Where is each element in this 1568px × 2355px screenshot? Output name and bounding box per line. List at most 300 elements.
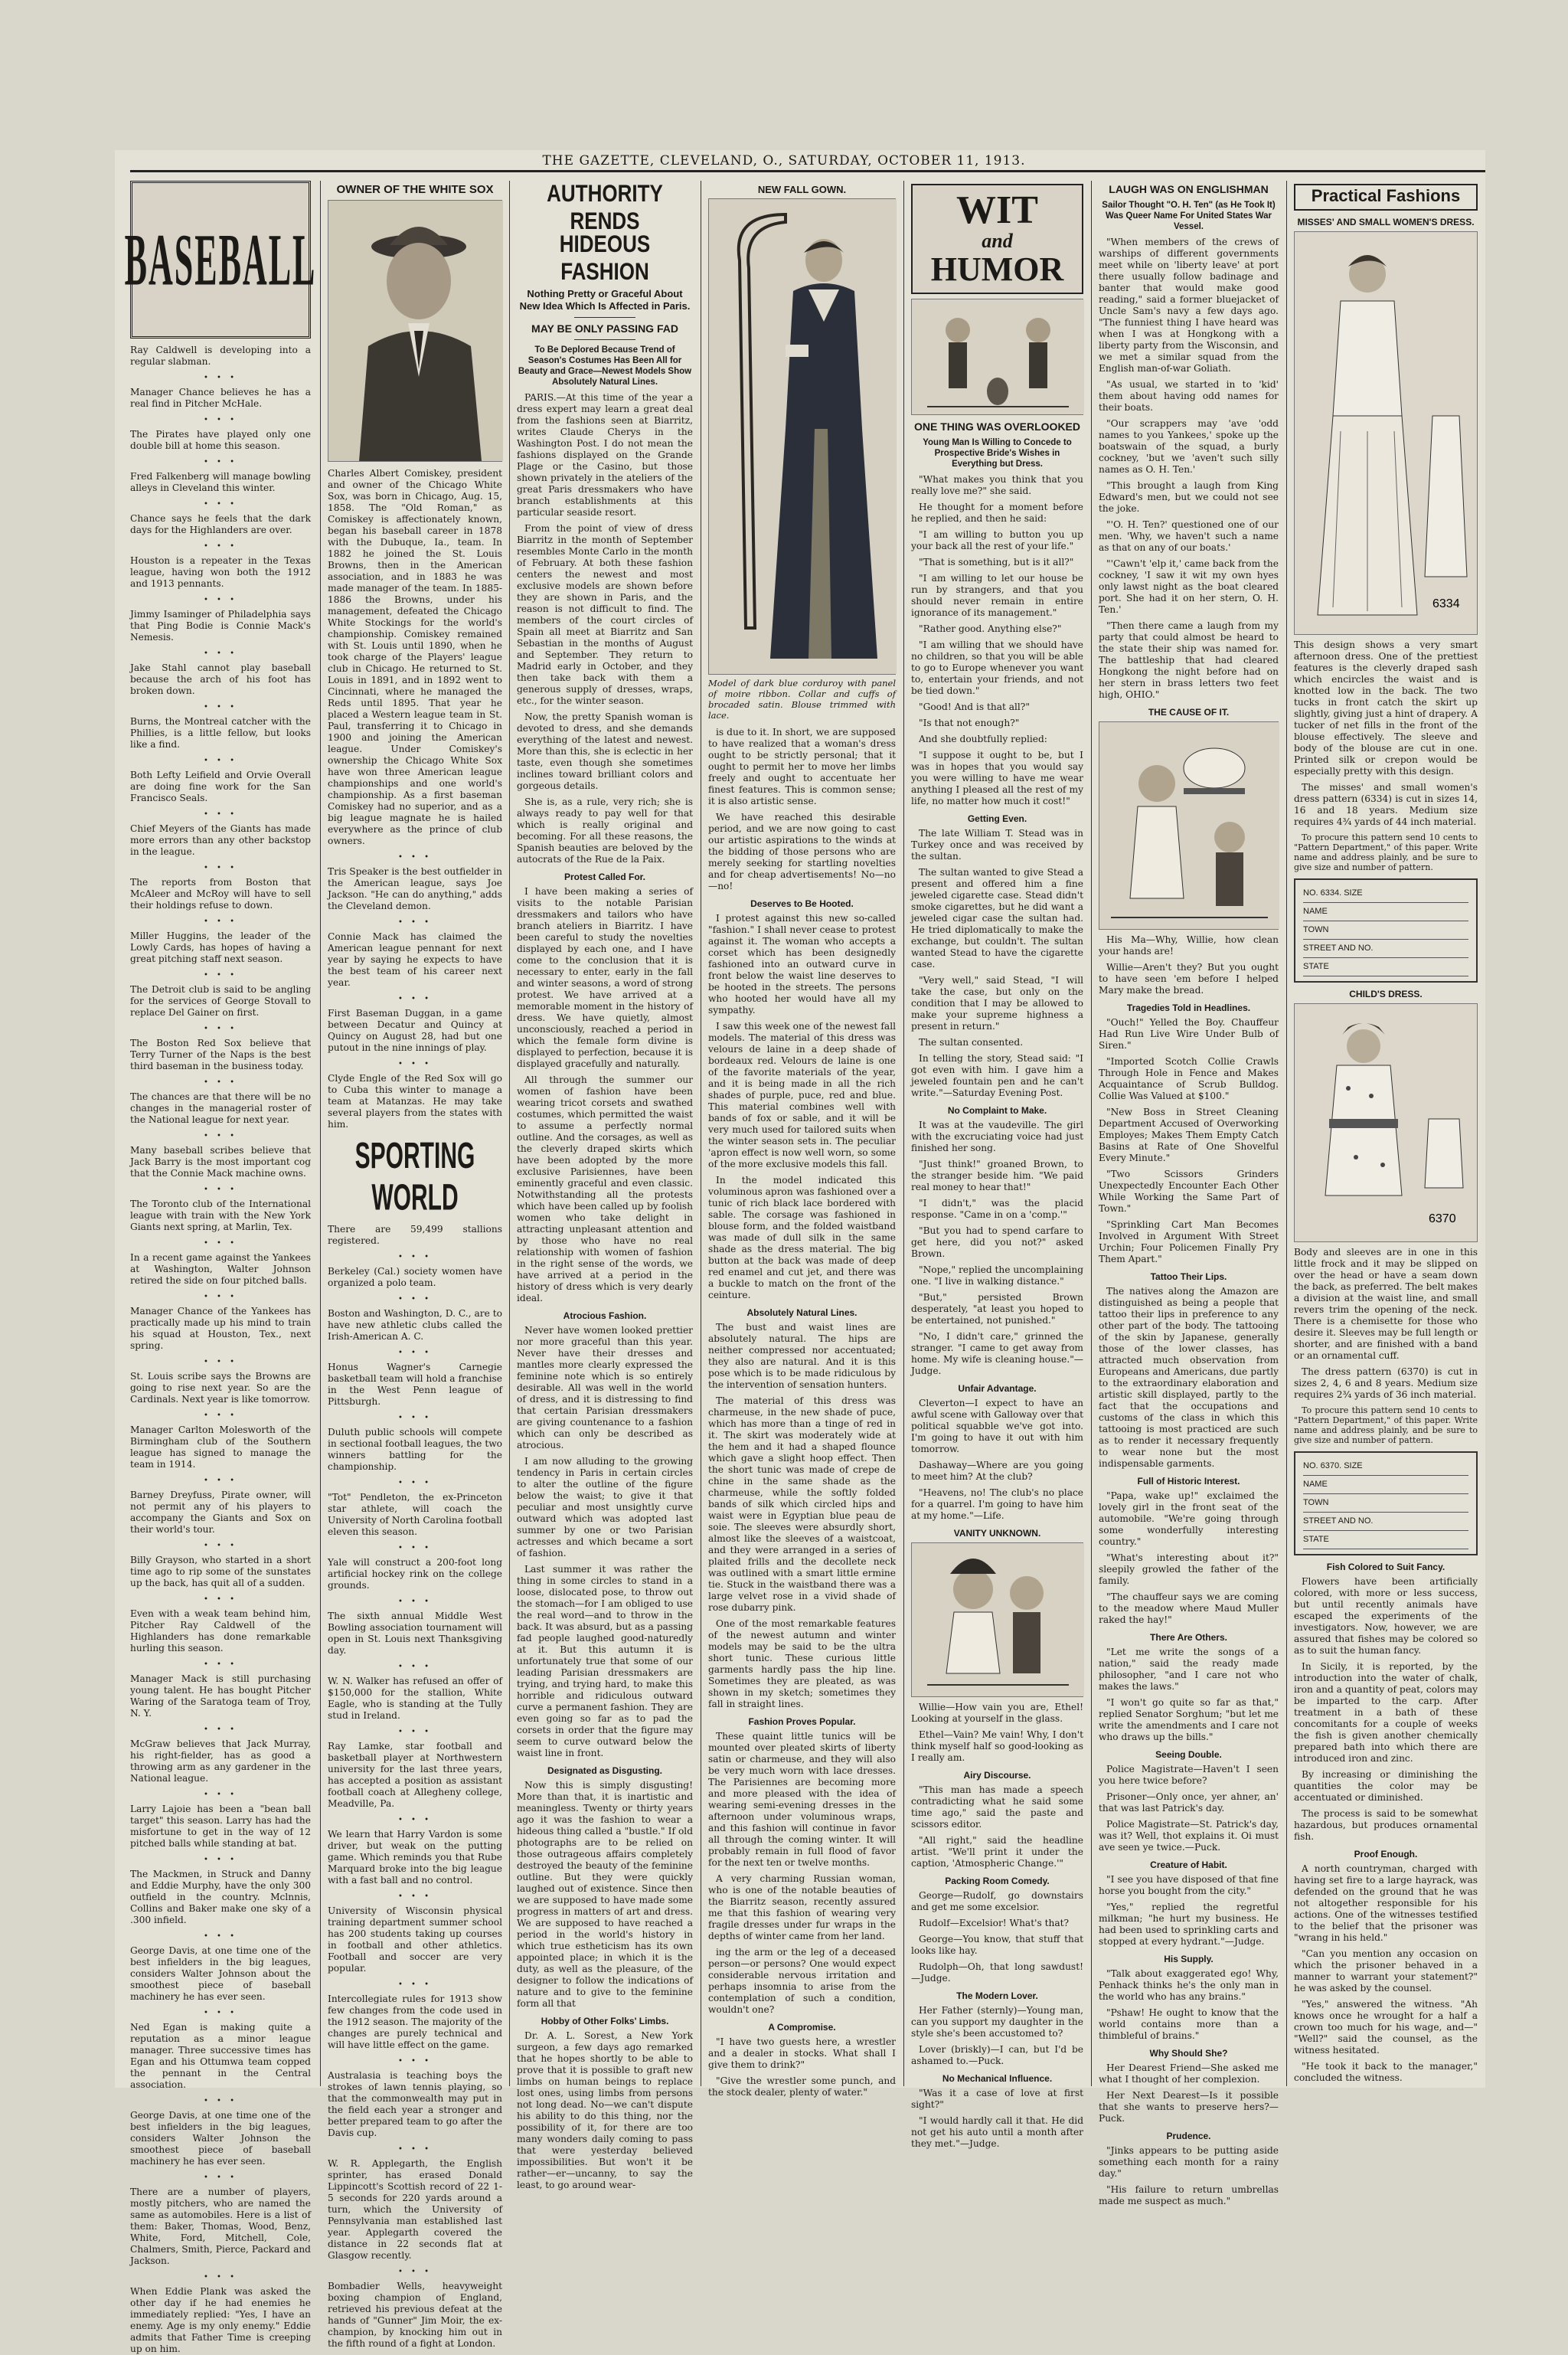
column-wit-humor bbox=[911, 181, 1084, 2149]
sporting-note: Ray Lamke, star football and basketball player at Northwestern university for the last three years, has accepted a position as assistant football coach at Allegheny college, Meadville, Pa. bbox=[328, 1741, 502, 1809]
baseball-note: George Davis, at one time one of the best infielders in the big leagues, considers Walter Johnson about the smoothest piece of baseball machinery he has ever seen. bbox=[130, 1945, 311, 2002]
item-separator: • • • bbox=[203, 2273, 238, 2281]
wit-paragraph: "That is something, but is it all?" bbox=[919, 557, 1074, 567]
misses-dress-figure bbox=[1295, 232, 1478, 634]
cartoon-figures bbox=[912, 299, 1084, 414]
baseball-note: There are a number of players, mostly pitchers, who are named the same as automobiles. Here is a list of them: Baker, Thomas, Wood, Benz, White, Ford, Mitchell, Cole, Chalmers, Smith, Pierce, Packard and Jackson. bbox=[130, 2187, 311, 2266]
item-separator: • • • bbox=[397, 853, 433, 862]
laugh-paragraph: "This brought a laugh from King Edward's men, but we could not see the joke. bbox=[1099, 480, 1279, 514]
fall-gown-heading: NEW FALL GOWN. bbox=[757, 184, 847, 195]
gown-paragraph: These quaint little tunics will be mounted over pleated skirts of liberty satin or charmeuse, and they will also be very much worn with lace dresses. The Parisiennes are becoming more and more pleased with the idea of wearing semi-evening dresses in the afternoon under voluminous wraps, and this fashion will continue in favor all through the coming winter. It will probably remain in full flood of favor for the next ten or twelve months. bbox=[708, 1731, 896, 1868]
cause-paragraph: His Ma—Why, Willie, how clean your hands are! bbox=[1099, 934, 1279, 957]
fashion-paragraph: PARIS.—At this time of the year a dress expert may learn a great deal from the fashions seen at Biarritz, writes Claude Cherys in the Washington Post. I do not mean the fashions displayed on the Grande Plage or the Casino, but those shown privately in the ateliers of the great Paris dressmakers who have branch establishments at this particular seaside resort. bbox=[517, 392, 693, 518]
laugh-paragraph: "When members of the crews of warships of different governments meet while on 'liberty leave' at port there usually follow badinage and banter that would make good reading," said a former bluejacket of Uncle Sam's navy a few days ago. "The funniest thing I have heard was when I was at Hongkong with a liberty party from the Wisconsin, and we met a similar squad from the English man-of-war Goliath. bbox=[1099, 237, 1279, 374]
misses-dress-desc: This design shows a very smart afternoon dress. One of the prettiest features is the cleverly draped sash which encircles the waist and is knotted low in the back. The two tucks in front catch the skirt up slightly, giving just a hint of drapery. A tucker of net fills in the front of the blouse effectively. The sleeve and body of the blouse are cut in one. Printed silk or crepon would be especially pretty with this design. bbox=[1294, 639, 1478, 777]
fashion-subhead: Hobby of Other Folks' Limbs. bbox=[541, 2016, 669, 2026]
column-fashion-article bbox=[517, 179, 693, 2190]
gown-paragraph: ing the arm or the leg of a deceased person—or persons? One would expect considerable nervous irritation and perhaps insomnia to arise from the contemplation of such a condition, wouldn't one? bbox=[708, 1947, 896, 2015]
item-separator: • • • bbox=[397, 1414, 433, 1422]
sporting-note: We learn that Harry Vardon is some driver, but weak on the putting game. Which reminds you that Rube Marquard broke into the big league with a fast ball and no control. bbox=[328, 1829, 502, 1886]
item-separator: • • • bbox=[203, 1025, 238, 1033]
item-separator: • • • bbox=[397, 1816, 433, 1824]
wit-paragraph: "Heavens, no! The club's no place for a quarrel. I'm going to have him at my home."—Life. bbox=[911, 1487, 1083, 1521]
gown-paragraph: "Give the wrestler some punch, and the stock dealer, plenty of water." bbox=[708, 2075, 896, 2098]
column-divider bbox=[1286, 181, 1287, 2086]
fish-p1: Flowers have been artificially colored, with more or less success, but until recently animals have escaped the experiments of the investigators. Now, however, we are assured that fishes may be colored so as to suit the human fancy. bbox=[1294, 1576, 1478, 1656]
item-separator: • • • bbox=[397, 2057, 433, 2066]
proof-p4: "He took it back to the manager," concluded the witness. bbox=[1294, 2061, 1478, 2083]
column-divider bbox=[1091, 181, 1092, 2086]
item-separator: • • • bbox=[397, 1479, 433, 1487]
item-separator: • • • bbox=[397, 1980, 433, 1989]
item-separator: • • • bbox=[203, 810, 238, 819]
proof-p1: A north countryman, charged with having set fire to a large hayrack, was defended on the ground that he was not altogether responsible for his actions. One of the witnesses testified to the belief that the prisoner was "wrang in his held." bbox=[1294, 1863, 1478, 1943]
laugh-paragraph: Prisoner—Only once, yer ahner, an' that was last Patrick's day. bbox=[1099, 1791, 1279, 1814]
sporting-note: W. N. Walker has refused an offer of $150,000 for the stallion, White Eagle, who is standing at the Tully stud in Ireland. bbox=[328, 1676, 502, 1721]
laugh-paragraph: "Two Scissors Grinders Unexpectedly Encounter Each Other While Working the Same Part of Town." bbox=[1099, 1169, 1279, 1214]
wit-deck: Young Man Is Willing to Concede to Prospective Bride's Wishes in Everything but Dress. bbox=[923, 438, 1072, 469]
fashion-paragraph: She is, as a rule, very rich; she is always ready to pay well for that which is really original and becoming. For all these reasons, the Spanish beauties are beloved by the autocrats of the Rue de la Paix. bbox=[517, 796, 693, 865]
wit-paragraph: "Was it a case of love at first sight?" bbox=[911, 2088, 1083, 2110]
wit-subhead: No Mechanical Influence. bbox=[942, 2073, 1053, 2084]
fashion-deck-2: MAY BE ONLY PASSING FAD bbox=[531, 322, 678, 335]
sporting-world-masthead bbox=[328, 1138, 502, 1218]
cause-of-it-figures bbox=[1099, 722, 1279, 929]
column-white-sox bbox=[328, 181, 502, 2349]
baseball-note: The reports from Boston that McAleer and McRoy will have to sell their holdings refuse to down. bbox=[130, 877, 311, 911]
item-separator: • • • bbox=[397, 918, 433, 927]
laugh-heading: LAUGH WAS ON ENGLISHMAN bbox=[1109, 183, 1269, 195]
item-separator: • • • bbox=[203, 1725, 238, 1734]
cause-paragraph: Willie—Aren't they? But you ought to have seen 'em before I helped Mary make the bread. bbox=[1099, 962, 1279, 996]
item-separator: • • • bbox=[203, 2097, 238, 2105]
laugh-subhead: Tattoo Their Lips. bbox=[1150, 1271, 1227, 1282]
misses-dress-sizes: The misses' and small women's dress pattern (6334) is cut in sizes 14, 16 and 18 years. Medium size requires 4¾ yards of 44 inch material. bbox=[1294, 782, 1478, 827]
baseball-note: Many baseball scribes believe that Jack Barry is the most important cog that the Connie Mack machine owns. bbox=[130, 1145, 311, 1179]
fish-p4: The process is said to be somewhat hazardous, but produces ornamental fish. bbox=[1294, 1808, 1478, 1842]
comiskey-paragraph: Tris Speaker is the best outfielder in the American league, says Joe Jackson. "He can do anything," adds the Cleveland demon. bbox=[328, 866, 502, 911]
misses-dress-heading: MISSES' AND SMALL WOMEN'S DRESS. bbox=[1297, 217, 1475, 227]
gown-paragraph: A very charming Russian woman, who is one of the notable beauties of the Biarritz season, recently assured me that this fashion of wearing very fragile dresses under fur wraps in the depths of winter came from her land. bbox=[708, 1873, 896, 1941]
laugh-paragraph: "What's interesting about it?" sleepily growled the father of the family. bbox=[1099, 1552, 1279, 1586]
item-separator: • • • bbox=[203, 1542, 238, 1550]
misses-dress-illustration bbox=[1294, 231, 1478, 635]
fall-gown-body bbox=[708, 727, 896, 2098]
baseball-note: Even with a weak team behind him, Pitcher Ray Caldwell of the Highlanders has done remarkable hurling this season. bbox=[130, 1608, 311, 1653]
wit-paragraph: It was at the vaudeville. The girl with the excruciating voice had just finished her song. bbox=[911, 1120, 1083, 1153]
laugh-paragraph: Police Magistrate—Haven't I seen you here twice before? bbox=[1099, 1764, 1279, 1786]
item-separator: • • • bbox=[203, 864, 238, 872]
wit-paragraph: "Good! And is that all?" bbox=[919, 702, 1030, 712]
wit-paragraph: "I am willing to button you up your back all the rest of your life." bbox=[911, 529, 1083, 551]
baseball-note: Miller Huggins, the leader of the Lowly Cards, has hopes of having a great pitching staff next season. bbox=[130, 931, 311, 964]
item-separator: • • • bbox=[203, 1293, 238, 1301]
wit-paragraph: "Rather good. Anything else?" bbox=[919, 623, 1062, 634]
baseball-note: Ned Egan is making quite a reputation as a minor league manager. Three successive times has Egan and his Ottumwa team copped the pennant in the Central association. bbox=[130, 2022, 311, 2090]
laugh-paragraph: "'Cawn't 'elp it,' came back from the cockney, 'I saw it wit my own hyes only lawst night as the boat cleared port. She had it on her stern, O. H. Ten.' bbox=[1099, 558, 1279, 615]
baseball-note: McGraw believes that Jack Murray, his right-fielder, has as good a throwing arm as any gardener in the National league. bbox=[130, 1738, 311, 1784]
laugh-paragraph: "Talk about exaggerated ego! Why, Penhack thinks he's the only man in the world who has any brains." bbox=[1099, 1968, 1279, 2002]
masthead-wit: WIT bbox=[956, 188, 1038, 232]
cause-of-it-cartoon bbox=[1099, 721, 1279, 930]
wit-paragraph: "What makes you think that you really love me?" she said. bbox=[911, 474, 1083, 496]
item-separator: • • • bbox=[203, 1411, 238, 1420]
laugh-paragraph: "His failure to return umbrellas made me suspect as much." bbox=[1099, 2184, 1279, 2206]
practical-fashions-title: Practical Fashions bbox=[1311, 186, 1461, 205]
item-separator: • • • bbox=[203, 1932, 238, 1941]
baseball-note: Manager Mack is still purchasing young talent. He has bought Pitcher Waring of the Saratoga team of Troy, N. Y. bbox=[130, 1673, 311, 1719]
fish-heading: Fish Colored to Suit Fancy. bbox=[1326, 1562, 1446, 1572]
item-separator: • • • bbox=[203, 542, 238, 551]
wit-paragraph: The sultan wanted to give Stead a present and offered him a fine jeweled cigarette case. Stead didn't smoke cigarettes, but he did want a jeweled cigar case the sultan had. He tried diplomatically to make the exchange, but couldn't. The sultan wanted Stead to have the cigarette case. bbox=[911, 867, 1083, 970]
item-separator: • • • bbox=[397, 2145, 433, 2154]
laugh-paragraph: "I won't go quite so far as that," replied Senator Sorghum; "but let me write the amendments and I care not who draws up the bills." bbox=[1099, 1697, 1279, 1742]
wit-paragraph: Ethel—Vain? Me vain! Why, I don't think myself half so good-looking as I really am. bbox=[911, 1729, 1083, 1763]
sporting-note: Honus Wagner's Carnegie basketball team will hold a franchise in the West Penn league of Pittsburgh. bbox=[328, 1362, 502, 1407]
vanity-heading: VANITY UNKNOWN. bbox=[953, 1528, 1041, 1539]
baseball-note: The Pirates have played only one double bill at home this season. bbox=[130, 429, 311, 451]
fashion-headline-1: AUTHORITY RENDS bbox=[547, 179, 663, 234]
fashion-paragraph: Dr. A. L. Sorest, a New York surgeon, a few days ago remarked that he hopes shortly to be able to prove that it is possible to graft new limbs on human beings to replace lost ones, using limbs from persons not long dead. No—we can't dispute his ability to do this thing, nor the possibility of it, for there are too many wonders daily coming to pass that were yesterday believed impossibilities. But won't it be rather—er—uncanny, to say the least, to go around wear- bbox=[517, 2030, 693, 2190]
item-separator: • • • bbox=[203, 971, 238, 980]
vanity-cartoon bbox=[911, 1542, 1083, 1697]
column-laugh bbox=[1099, 181, 1279, 2206]
item-separator: • • • bbox=[203, 1660, 238, 1669]
item-separator: • • • bbox=[203, 1132, 238, 1140]
item-separator: • • • bbox=[203, 500, 238, 509]
wit-paragraph: Cleverton—I expect to have an awful scene with Galloway over that political squabble we've got into. I'm going to have it out with him tomorrow. bbox=[911, 1398, 1083, 1454]
misses-dress-order: To procure this pattern send 10 cents to "Pattern Department," of this paper. Write name and address plainly, and be sure to give size and number of pattern. bbox=[1294, 832, 1478, 872]
wit-paragraph: "I am willing to let our house be run by strangers, and that you should never remain in entire ignorance of its management." bbox=[911, 573, 1083, 618]
pattern-6370-label: 6370 bbox=[1429, 1212, 1456, 1225]
laugh-paragraph: "Imported Scotch Collie Crawls Through Hole in Fence and Makes Acquaintance of Scrub Bulldog. Collie Was Valued at $100." bbox=[1099, 1056, 1279, 1101]
wit-paragraph: Rudolf—Excelsior! What's that? bbox=[919, 1918, 1070, 1928]
laugh-paragraph: "Yes," replied the regretful milkman; "he hurt my business. He had been used to sprinkling carts and stopped at every hydrant."—Judge. bbox=[1099, 1902, 1279, 1947]
item-separator: • • • bbox=[397, 1295, 433, 1303]
laugh-subhead: There Are Others. bbox=[1150, 1632, 1227, 1643]
laugh-subhead: Full of Historic Interest. bbox=[1137, 1476, 1240, 1487]
baseball-note: The Detroit club is said to be angling for the services of George Stovall to replace Del Gainer on first. bbox=[130, 984, 311, 1018]
sporting-note: Berkeley (Cal.) society women have organized a polo team. bbox=[328, 1266, 502, 1288]
child-dress-heading: CHILD'S DRESS. bbox=[1349, 989, 1423, 999]
fall-gown-figure bbox=[709, 199, 897, 674]
laugh-paragraph: "'O. H. Ten?' questioned one of our men. 'Why, we haven't such a name as that on any of our boats.' bbox=[1099, 519, 1279, 553]
item-separator: • • • bbox=[203, 374, 238, 382]
comiskey-portrait bbox=[328, 200, 502, 462]
sporting-note: There are 59,499 stallions registered. bbox=[328, 1224, 502, 1246]
fashion-headline-2: HIDEOUS FASHION bbox=[559, 230, 651, 285]
comiskey-article bbox=[328, 468, 502, 1130]
sporting-note: W. R. Applegarth, the English sprinter, has erased Donald Lippincott's Scottish record of 22 1-5 seconds for 220 yards around a turn, which the University of Pennsylvania man established last year. Applegarth covered the distance in 22 seconds flat at Glasgow recently. bbox=[328, 2158, 502, 2261]
wit-paragraph: Her Father (sternly)—Young man, can you support my daughter in the style she's been accustomed to? bbox=[911, 2005, 1083, 2039]
laugh-paragraph: "Then there came a laugh from my party that could almost be heard to the state their ship was named for. The battleship that had cleared Hongkong the night before had on her stern in brass letters two feet high, OHIO." bbox=[1099, 620, 1279, 700]
gown-subhead: Deserves to Be Hooted. bbox=[750, 898, 854, 909]
wit-subhead: The Modern Lover. bbox=[956, 1990, 1038, 2001]
fish-p2: In Sicily, it is reported, by the introduction into the water of chalk, iron and a quantity of peat, colors may be imparted to the carp. After treatment in a bath of these concomitants for a couple of weeks the fish is given another chemically prepared bath into which there are introduced iron and zinc. bbox=[1294, 1661, 1478, 1764]
sporting-note: Australasia is teaching boys the strokes of lawn tennis playing, so that the commonwealth may put in the field each year a stronger and better prepared team to go after the Davis cup. bbox=[328, 2070, 502, 2138]
proof-p3: "Yes," answered the witness. "Ah knows once he wrought for a half a crown too much for his wage, and—" "Well?" said the counsel, as the witness hesitated. bbox=[1294, 1999, 1478, 2056]
item-separator: • • • bbox=[203, 1239, 238, 1248]
wit-headline: ONE THING WAS OVERLOOKED bbox=[913, 420, 1080, 433]
item-separator: • • • bbox=[203, 1595, 238, 1604]
sporting-note: Yale will construct a 200-foot long artificial hockey rink on the college grounds. bbox=[328, 1557, 502, 1591]
item-separator: • • • bbox=[203, 703, 238, 711]
wit-paragraph: George—Rudolf, go downstairs and get me some excelsior. bbox=[911, 1890, 1083, 1912]
laugh-subhead: Prudence. bbox=[1166, 2131, 1211, 2141]
laugh-paragraph: Her Next Dearest—Is it possible that she wants to preserve hers?—Puck. bbox=[1099, 2090, 1279, 2124]
fashion-paragraph: All through the summer our women of fashion have been wearing tricot corsets and swathed costumes, which permitted the waist to assume a perfectly normal outline. And the corsages, as well as the cleverly draped skirts which have been adopted by the more exclusive Parisiennes, have been eminently graceful and even classic. Notwithstanding all the protests which have been called up by foolish women who take delight in attracting unpleasant attention and by those who have no real relationship with women of fashion in the right sense of the words, we have arrived at a period in the history of dress which is very dearly ideal. bbox=[517, 1074, 693, 1303]
fashion-paragraph: Now this is simply disgusting! More than that, it is inartistic and meaningless. Twenty or thirty years ago it was the fashion to wear a hideous thing called a "bustle." If old photographs are to be relied on those outrageous affairs completely destroyed the beauty of the feminine outline. But they were quickly laughed out of existence. Since then we are supposed to have made some progress in matters of art and dress. We are supposed to have reached a period in the world's history in which true estheticism has its own appointed place; in which it is the duty, as well as the pleasure, of the designer to follow the indications of nature and to give to the feminine form all that bbox=[517, 1780, 693, 2009]
order-form-field[interactable]: STREET AND NO. bbox=[1303, 1513, 1468, 1531]
wit-paragraph: "I suppose it ought to be, but I was in hopes that you would say you were willing to have me wear anything I pleased all the rest of my life, no matter how much it cost!" bbox=[911, 750, 1083, 806]
baseball-note: Chance says he feels that the dark days for the Highlanders are over. bbox=[130, 513, 311, 535]
laugh-paragraph: "Papa, wake up!" exclaimed the lovely girl in the front seat of the automobile. "We're going through some wonderfully interesting country." bbox=[1099, 1490, 1279, 1547]
sporting-note: "Tot" Pendleton, the ex-Princeton star athlete, will coach the University of North Carolina football eleven this season. bbox=[328, 1492, 502, 1537]
item-separator: • • • bbox=[397, 1253, 433, 1261]
column-divider bbox=[903, 181, 904, 2086]
comiskey-portrait-illustration bbox=[328, 201, 503, 461]
top-rule bbox=[130, 170, 1485, 172]
column-divider bbox=[320, 181, 321, 2086]
sporting-world-items bbox=[328, 1224, 502, 2350]
laugh-paragraph: Police Magistrate—St. Patrick's day, was it? Well, thot explains it. Oi must ave seen ye twice.—Puck. bbox=[1099, 1819, 1279, 1853]
item-separator: • • • bbox=[203, 757, 238, 765]
wit-paragraph: In telling the story, Stead said: "I got even with him. I gave him a jeweled fountain pen and he can't write."—Saturday Evening Post. bbox=[911, 1053, 1083, 1098]
item-separator: • • • bbox=[203, 917, 238, 926]
sporting-note: The sixth annual Middle West Bowling association tournament will open in St. Louis next Thanksgiving day. bbox=[328, 1611, 502, 1656]
fall-gown-illustration bbox=[708, 198, 896, 675]
wit-subhead: Unfair Advantage. bbox=[958, 1383, 1037, 1394]
laugh-subhead: Why Should She? bbox=[1149, 2048, 1228, 2059]
laugh-body bbox=[1099, 237, 1279, 2207]
laugh-paragraph: "As usual, we started in to 'kid' them about having odd names for their boats. bbox=[1099, 379, 1279, 413]
item-separator: • • • bbox=[397, 1544, 433, 1552]
item-separator: • • • bbox=[203, 1078, 238, 1087]
item-separator: • • • bbox=[397, 2268, 433, 2276]
gown-subhead: Absolutely Natural Lines. bbox=[746, 1307, 858, 1318]
wit-paragraph: "All right," said the headline artist. "We'll print it under the caption, 'Atmospheric Change.'" bbox=[911, 1835, 1083, 1869]
order-form-6370[interactable] bbox=[1294, 1451, 1478, 1555]
baseball-note: The Mackmen, in Struck and Danny and Eddie Murphy, have the only 300 outfield in the country. Mclnnis, Collins and Baker make one sky of a .300 infield. bbox=[130, 1869, 311, 1925]
baseball-note: The chances are that there will be no changes in the managerial roster of the National league for next year. bbox=[130, 1091, 311, 1125]
laugh-paragraph: "Ouch!" Yelled the Boy. Chauffeur Had Run Live Wire Under Bulb of Siren." bbox=[1099, 1017, 1279, 1051]
laugh-paragraph: "The chauffeur says we are coming to the meadow where Maud Muller raked the hay!" bbox=[1099, 1591, 1279, 1625]
masthead-and: and bbox=[982, 230, 1013, 252]
item-separator: • • • bbox=[203, 458, 238, 466]
fashion-paragraph: I am now alluding to the growing tendency in Paris in certain circles to alter the outline of the figure below the waist; to give it that peculiar and most unsightly curve outward which was adopted last summer by one or two Parisian actresses and which became a sort of fashion. bbox=[517, 1456, 693, 1559]
order-form-field[interactable]: TOWN bbox=[1303, 1494, 1468, 1513]
masthead-humor: HUMOR bbox=[930, 250, 1064, 288]
vanity-figures bbox=[912, 1543, 1084, 1696]
wit-paragraph: "This man has made a speech contradicting what he said some time ago," said the paste and scissors editor. bbox=[911, 1784, 1083, 1830]
baseball-note: Both Lefty Leifield and Orvie Overall are doing fine work for the San Francisco Seals. bbox=[130, 770, 311, 803]
wit-subhead: Packing Room Comedy. bbox=[945, 1876, 1050, 1886]
baseball-note: Manager Chance of the Yankees has practically made up his mind to train his squad at Houston, Tex., next spring. bbox=[130, 1306, 311, 1351]
wit-paragraph: George—You know, that stuff that looks like hay. bbox=[911, 1934, 1083, 1956]
item-separator: • • • bbox=[397, 995, 433, 1003]
deck-rule bbox=[574, 317, 635, 318]
column-baseball bbox=[124, 181, 317, 2354]
item-separator: • • • bbox=[397, 1728, 433, 1736]
gown-paragraph: The material of this dress was charmeuse, in the new shade of puce, which has more than a tinge of red in it. The skirt was moderately wide at the hem and it had a shaped flounce which gave a slight hoop effect. Then the short tunic was made of crepe de chine in the same shade as the charmeuse, while the softly folded bands of silk which circled hips and waist were in Egyptian blue peau de soie. The sleeves were absurdly short, almost like the sleeves of a waistcoat, and they were arranged in a series of plaited frills and the decollete neck was outlined with a smart little ermine tie. Stuck in the waistband there was a large velvet rose in a vivid shade of rose dubarry pink. bbox=[708, 1395, 896, 1613]
comiskey-paragraph: Connie Mack has claimed the American league pennant for next year by saying he expects to have the best team of his career next year. bbox=[328, 931, 502, 988]
wit-subhead: Getting Even. bbox=[967, 813, 1027, 824]
baseball-note: Billy Grayson, who started in a short time ago to rip some of the sunstates up the back, has quit all of a sudden. bbox=[130, 1555, 311, 1588]
fashion-paragraph: I have been making a series of visits to the notable Parisian dressmakers and tailors who have branch ateliers in Biarritz. I have been careful to study the novelties displayed by each one, and I have come to the conclusion that it is necessary to enter, early in the fall and winter seasons, a word of strong protest. We have arrived at a memorable moment in the history of dress. We have quietly, almost unconsciously, reached a period in which the female form divine is displayed to perfection, because it is displayed gracefully and naturally. bbox=[517, 886, 693, 1069]
laugh-deck: Sailor Thought "O. H. Ten" (as He Took It) Was Queer Name For United States War Vessel. bbox=[1102, 201, 1276, 231]
practical-fashions-masthead bbox=[1294, 184, 1478, 211]
sporting-note: Bombadier Wells, heavyweight boxing champion of England, retrieved his previous defeat at the hands of "Gunner" Jim Moir, the ex-champion, by knocking him out in the fifth round of a fight at London. bbox=[328, 2281, 502, 2349]
fashion-subhead: Protest Called For. bbox=[564, 872, 646, 882]
fashion-paragraph: Now, the pretty Spanish woman is devoted to dress, and she demands everything of the latest and newest. More than this, she is eclectic in her taste, even though she sometimes inclines toward brilliant colors and gorgeous details. bbox=[517, 711, 693, 791]
wit-paragraph: The late William T. Stead was in Turkey once and was received by the sultan. bbox=[911, 828, 1083, 862]
wit-paragraph: He thought for a moment before he replied, and then he said: bbox=[911, 502, 1083, 524]
wit-humor-masthead bbox=[911, 184, 1083, 294]
item-separator: • • • bbox=[397, 1892, 433, 1901]
item-separator: • • • bbox=[203, 1477, 238, 1485]
wit-paragraph: "Nope," replied the uncomplaining one. "I live in walking distance." bbox=[911, 1264, 1084, 1287]
sporting-world-masthead-text: SPORTING WORLD bbox=[354, 1136, 475, 1218]
baseball-note: St. Louis scribe says the Browns are going to rise next year. So are the Cardinals. Next year is like tomorrow. bbox=[130, 1371, 311, 1405]
baseball-note: The Boston Red Sox believe that Terry Turner of the Naps is the best third baseman in the business today. bbox=[130, 1038, 311, 1071]
baseball-note: George Davis, at one time one of the best infielders in the big leagues, considers Walter Johnson the smoothest piece of baseball machinery he has ever seen. bbox=[130, 2110, 311, 2167]
order-form-field[interactable]: NO. 6334. SIZE bbox=[1303, 885, 1468, 903]
laugh-subhead: Tragedies Told in Headlines. bbox=[1126, 1003, 1251, 1013]
child-dress-sizes: The dress pattern (6370) is cut in sizes 2, 4, 6 and 8 years. Medium size requires 2¾ yards of 36 inch material. bbox=[1294, 1366, 1478, 1400]
fashion-article-body bbox=[517, 392, 693, 2191]
comiskey-paragraph: First Baseman Duggan, in a game between Decatur and Quincy at Quincy on August 28, had but one putout in the nine innings of play. bbox=[328, 1008, 502, 1053]
proof-p2: "Can you mention any occasion on which the prisoner behaved in a manner to warrant your statement?" he was asked by the counsel. bbox=[1294, 1948, 1478, 1994]
comiskey-paragraph: Clyde Engle of the Red Sox will go to Cuba this winter to manage a team at Matanzas. He may take several players from the states with him. bbox=[328, 1073, 502, 1130]
gown-paragraph: I saw this week one of the newest fall models. The material of this dress was velours de laine in a deep shade of bordeaux red. Velours de laine is one of the favorite materials of the year, and it is being made in all the rich shades of purple, puce, red and blue. This material combines well with bands of fox or sable, and it will be very much used for tailored suits when the winter season sets in. The peculiar 'apron effect is now well worn, so some of the more exclusive models this fall. bbox=[708, 1021, 896, 1169]
gown-paragraph: We have reached this desirable period, and we are now going to cast our artistic aspirations to the winds at the bidding of those persons who are merely seeking for startling novelties and for cheap advertisements! No—no—no! bbox=[708, 812, 896, 891]
wit-subhead: No Complaint to Make. bbox=[947, 1105, 1047, 1116]
pattern-6334-label: 6334 bbox=[1432, 597, 1460, 610]
order-form-field[interactable]: STREET AND NO. bbox=[1303, 940, 1468, 958]
order-form-field[interactable]: TOWN bbox=[1303, 921, 1468, 940]
wit-paragraph: Lover (briskly)—I can, but I'd be ashamed to.—Puck. bbox=[911, 2044, 1083, 2066]
wit-paragraph: "But," persisted Brown desperately, "at least you hoped to be entertained, not punished." bbox=[911, 1292, 1083, 1326]
gown-paragraph: In the model indicated this voluminous apron was fashioned over a tunic of rich black lace bordered with sable. The corsage was fashioned in blouse form, and the folded waistband was made of dull silk in the same shade as the dress material. The big button at the back was made of deep red enamel and cut jet, and there was a buckle to match on the front of the ceinture. bbox=[708, 1175, 896, 1300]
item-separator: • • • bbox=[397, 1349, 433, 1357]
cause-of-it-heading: THE CAUSE OF IT. bbox=[1148, 707, 1230, 718]
laugh-subhead: Seeing Double. bbox=[1155, 1749, 1222, 1760]
item-separator: • • • bbox=[397, 1060, 433, 1068]
wit-paragraph: "I didn't," was the placid response. "Came in on a 'comp.'" bbox=[911, 1198, 1083, 1220]
item-separator: • • • bbox=[203, 2173, 238, 2182]
gown-paragraph: is due to it. In short, we are supposed to have realized that a woman's dress ought to be strictly personal; that it ought to permit her to move her limbs freely and ought to accentuate her finest features. This is common sense; it is also artistic sense. bbox=[708, 727, 896, 806]
gown-paragraph: The bust and waist lines are absolutely natural. The hips are neither compressed nor accentuated; they also are natural. And it is this pose which is to be made ridiculous by the intervention of sensation hunters. bbox=[708, 1322, 896, 1390]
item-separator: • • • bbox=[203, 649, 238, 658]
fashion-paragraph: From the point of view of dress Biarritz in the month of September resembles Monte Carlo in the month of February. At both these fashion centers the newest and most exclusive models are shown before they are shown in Paris, and the reason is not difficult to find. The members of the court circles of Spain all meet at Biarritz and San Sebastian in the months of August and September. They return to Madrid early in October, and they then take back with them a generous supply of dresses, wraps, etc., for the winter season. bbox=[517, 523, 693, 706]
laugh-paragraph: The natives along the Amazon are distinguished as being a people that tattoo their lips in preference to any other part of the body. The tattooing of the skin by Japanese, generally those of the lower classes, has attracted much observation from Europeans and Americans, due partly to the extraordinary elaboration and artistic skill displayed, partly to the fact that the occupations and customs of the class in which this tattooing is most practiced are such as to render it necessary frequently to wear none but the most indispensable garments. bbox=[1099, 1286, 1279, 1469]
item-separator: • • • bbox=[203, 416, 238, 424]
item-separator: • • • bbox=[203, 1856, 238, 1864]
wit-paragraph: "Is that not enough?" bbox=[919, 718, 1020, 728]
item-separator: • • • bbox=[203, 1186, 238, 1194]
column-fall-gown bbox=[708, 181, 896, 2098]
laugh-paragraph: "Let me write the songs of a nation," said the ready made philosopher, "and I care not who makes the laws." bbox=[1099, 1647, 1279, 1692]
child-dress-illustration bbox=[1294, 1003, 1478, 1242]
baseball-note: Larry Lajoie has been a "bean ball target" this season. Larry has had the misfortune to get in the way of 12 pitched balls while standing at bat. bbox=[130, 1804, 311, 1849]
laugh-paragraph: "I see you have disposed of that fine horse you bought from the city." bbox=[1099, 1874, 1279, 1896]
wit-paragraph: And she doubtfully replied: bbox=[919, 734, 1047, 744]
fashion-paragraph: Never have women looked prettier nor more graceful than this year. Never have their dresses and mantles more clearly expressed the feminine note which is so entirely desirable. All was well in the world of dress, and it is distressing to find that certain Parisian dressmakers are giving countenance to a fashion which can only be described as atrocious. bbox=[517, 1325, 693, 1451]
sporting-note: Duluth public schools will compete in sectional football leagues, the two winners battling for the championship. bbox=[328, 1427, 502, 1472]
column-divider bbox=[509, 181, 510, 2086]
item-separator: • • • bbox=[397, 1598, 433, 1606]
laugh-paragraph: "Pshaw! He ought to know that the world contains more than a thimbleful of brains." bbox=[1099, 2007, 1279, 2041]
baseball-note: Chief Meyers of the Giants has made more errors than any other backstop in the league. bbox=[130, 823, 311, 857]
comiskey-paragraph: Charles Albert Comiskey, president and owner of the Chicago White Sox, was born in Chicago, Aug. 15, 1858. The "Old Roman," as Comiskey is affectionately known, began his baseball career in 1878 with the Dubuque, Ia., team. In 1882 he joined the St. Louis Browns, then in the American association, and in 1883 he was made manager of the team. In 1885-1886 the Browns, under his management, defeated the Chicago White Stockings for the world's championship. Comiskey remained with St. Louis until 1890, when he took charge of the Players' league club in Chicago. He returned to St. Louis in 1891, and in 1892 went to Cincinnati, where he managed the Reds until 1895. That year he placed a Western league team in St. Paul, transferring it to Chicago in 1900 and joining the American league. Under Comiskey's ownership the Chicago White Sox have won three American league championships and one world's championship. As a first baseman Comiskey had no superior, and as a big league magnate he is hailed everywhere as the prince of club owners. bbox=[328, 468, 502, 846]
fashion-paragraph: Last summer it was rather the thing in some circles to stand in a loose, dislocated pose, to throw out the stomach—for I am obliged to use the real word—and to throw in the back. It was absurd, but as a passing fad people laughed good-naturedly at it. But this autumn it is unfortunately true that some of our leading Parisian dressmakers are trying, and trying hard, to make this horrible and ridiculous outward curve a permanent fashion. They are even going so far as to pad the corsets in order that the figure may seem to curve outward below the waist line in front. bbox=[517, 1564, 693, 1758]
column-practical-fashions bbox=[1294, 181, 1478, 2088]
gown-paragraph: One of the most remarkable features of the newest autumn and winter models may be said to be the ultra short tunic. These curious little garments hardly pass the hip line. Sometimes they are pleated, as was shown in my sketch; sometimes they fall in straight lines. bbox=[708, 1618, 896, 1709]
baseball-masthead-text: BASEBALL bbox=[124, 218, 317, 301]
wit-paragraph: "Just think!" groaned Brown, to the stranger beside him. "We paid real money to hear that!" bbox=[911, 1159, 1083, 1192]
fish-p3: By increasing or diminishing the quantities the color may be accentuated or diminished. bbox=[1294, 1769, 1478, 1803]
wit-paragraph: "I am willing that we should have no children, so that you will be able to go to Europe whenever you want to, entertain your friends, and not be tied down." bbox=[911, 639, 1083, 696]
child-dress-figure bbox=[1295, 1004, 1478, 1241]
item-separator: • • • bbox=[397, 1663, 433, 1671]
fashion-subhead: Atrocious Fashion. bbox=[563, 1310, 647, 1321]
gown-paragraph: "I have two guests here, a wrestler and a dealer in stocks. What shall I give them to drink?" bbox=[708, 2036, 896, 2070]
laugh-paragraph: Her Dearest Friend—She asked me what I thought of her complexion. bbox=[1099, 2062, 1279, 2085]
item-separator: • • • bbox=[203, 2009, 238, 2017]
wit-humor-body bbox=[911, 474, 1083, 2150]
item-separator: • • • bbox=[203, 1358, 238, 1366]
laugh-subhead: His Supply. bbox=[1164, 1954, 1214, 1964]
item-separator: • • • bbox=[203, 1791, 238, 1799]
order-form-field[interactable]: STATE bbox=[1303, 1531, 1468, 1549]
baseball-items bbox=[130, 345, 311, 2355]
wit-paragraph: Rudolph—Oh, that long sawdust!—Judge. bbox=[911, 1961, 1083, 1984]
fall-gown-caption: Model of dark blue corduroy with panel of moire ribbon. Collar and cuffs of brocaded satin. Blouse trimmed with lace. bbox=[708, 678, 896, 721]
deck-rule bbox=[574, 339, 635, 340]
baseball-note: The Toronto club of the International league with train with the New York Giants next spring, at Marlin, Tex. bbox=[130, 1199, 311, 1232]
baseball-note: Manager Carlton Molesworth of the Birmingham club of the Southern league has signed to manage the team in 1914. bbox=[130, 1424, 311, 1470]
order-form-field[interactable]: NAME bbox=[1303, 1476, 1468, 1494]
baseball-note: Jake Stahl cannot play baseball because the arch of his foot has broken down. bbox=[130, 662, 311, 696]
laugh-paragraph: "Jinks appears to be putting aside something each month for a rainy day." bbox=[1099, 2145, 1279, 2179]
gown-subhead: Fashion Proves Popular. bbox=[748, 1716, 856, 1727]
order-form-field[interactable]: STATE bbox=[1303, 958, 1468, 976]
order-form-6334[interactable] bbox=[1294, 878, 1478, 983]
order-form-field[interactable]: NO. 6370. SIZE bbox=[1303, 1457, 1468, 1476]
order-form-field[interactable]: NAME bbox=[1303, 903, 1468, 921]
wit-paragraph: Dashaway—Where are you going to meet him? At the club? bbox=[911, 1460, 1083, 1482]
item-separator: • • • bbox=[203, 596, 238, 604]
baseball-note: In a recent game against the Yankees at Washington, Walter Johnson retired the side on four pitched balls. bbox=[130, 1252, 311, 1286]
baseball-note: Manager Chance believes he has a real find in Pitcher McHale. bbox=[130, 387, 311, 409]
laugh-paragraph: "Sprinkling Cart Man Becomes Involved in Argument With Street Urchin; Four Policemen Finally Pry Them Apart." bbox=[1099, 1219, 1279, 1264]
child-dress-desc: Body and sleeves are in one in this little frock and it may be slipped on over the head or have a seam down the back, as preferred. The belt makes a division at the waist line, and small revers trim the opening of the neck. There is a chemisette for those who desire it. Sleeves may be full length or shorter, and are finished with a band or an ornamental cuff. bbox=[1294, 1247, 1478, 1361]
laugh-paragraph: "New Boss in Street Cleaning Department Accused of Overworking Employes; Makes Them Empty Catch Basins at Rate of One Shovelful Every Minute." bbox=[1099, 1107, 1279, 1163]
gown-subhead: A Compromise. bbox=[768, 2022, 836, 2033]
baseball-note: Ray Caldwell is developing into a regular slabman. bbox=[130, 345, 311, 367]
wit-paragraph: "No, I didn't care," grinned the stranger. "I came to get away from home. My wife is cleaning house."—Judge. bbox=[911, 1331, 1083, 1376]
laugh-subhead: Creature of Habit. bbox=[1150, 1859, 1227, 1870]
sporting-note: University of Wisconsin physical training department summer school has 200 students taking up courses in football and other athletics. Football and soccer are very popular. bbox=[328, 1905, 502, 1974]
child-dress-order: To procure this pattern send 10 cents to "Pattern Department," of this paper. Write name and address plainly, and be sure to give size and number of pattern. bbox=[1294, 1405, 1478, 1445]
wit-humor-cartoon bbox=[911, 299, 1083, 415]
baseball-note: Burns, the Montreal catcher with the Phillies, is a little fellow, but looks like a find. bbox=[130, 716, 311, 750]
sporting-note: Intercollegiate rules for 1913 show few changes from the code used in the 1912 season. The majority of the changes are purely technical and will have little effect on the game. bbox=[328, 1994, 502, 2050]
gown-paragraph: I protest against this new so-called "fashion." I shall never cease to protest against it. The woman who accepts a corset which has been designedly fashioned into an outward curve in front below the waist line deserves to be hooted in the streets. The persons who hooted her would have all my sympathy. bbox=[708, 913, 896, 1016]
fashion-deck-1: Nothing Pretty or Graceful About New Idea Which Is Affected in Paris. bbox=[519, 288, 691, 312]
white-sox-heading: OWNER OF THE WHITE SOX bbox=[336, 183, 494, 196]
wit-paragraph: "Very well," said Stead, "I will take the case, but only on the condition that I may be allowed to make your supreme highness a present in return." bbox=[911, 975, 1083, 1032]
